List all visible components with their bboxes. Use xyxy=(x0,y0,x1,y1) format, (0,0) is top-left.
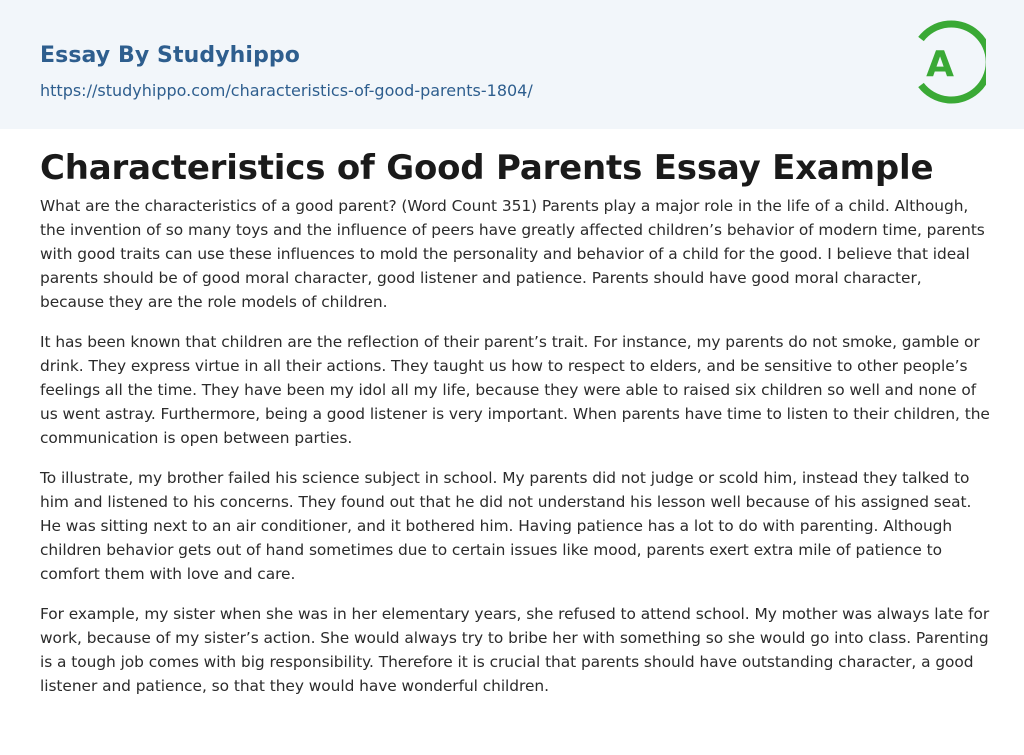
site-header xyxy=(0,0,1024,129)
article xyxy=(40,146,990,698)
essay-url-link[interactable]: https://studyhippo.com/characteristics-of-good-parents-1804/ xyxy=(40,81,533,100)
page-title: Characteristics of Good Parents Essay Example xyxy=(40,148,934,188)
article-paragraph-1: What are the characteristics of a good parent? (Word Count 351) Parents play a major role in the life of a child. Although, the invention of so many toys and the influence of peers have greatly affected children’s behavior of modern time, parents with good traits can use these influences to mold the personality and behavior of a child for the good. I believe that ideal parents should be of good moral character, good listener and patience. Parents should have good moral character, because they are the role models of children. xyxy=(40,197,985,311)
article-paragraph-4: For example, my sister when she was in her elementary years, she refused to attend school. My mother was always late for work, because of my sister’s action. She would always try to bribe her with something so she would go into class. Parenting is a tough job comes with big responsibility. Therefore it is crucial that parents should have outstanding character, a good listener and patience, so that they would have wonderful children. xyxy=(40,605,990,695)
article-paragraph-2: It has been known that children are the reflection of their parent’s trait. For instance, my parents do not smoke, gamble or drink. They express virtue in all their actions. They taught us how to respect to elders, and be sensitive to other people’s feelings all the time. They have been my idol all my life, because they were able to raised six children so well and none of us went astray. Furthermore, being a good listener is very important. When parents have time to listen to their children, the communication is open between parties. xyxy=(40,333,990,447)
logo-letter: A xyxy=(926,44,954,85)
site-title[interactable]: Essay By Studyhippo xyxy=(40,43,300,68)
studyhippo-logo-icon[interactable] xyxy=(912,20,986,104)
article-paragraph-3: To illustrate, my brother failed his science subject in school. My parents did not judge or scold him, instead they talked to him and listened to his concerns. They found out that he did not understand his lesson well because of his assigned seat. He was sitting next to an air conditioner, and it bothered him. Having patience has a lot to do with parenting. Although children behavior gets out of hand sometimes due to certain issues like mood, parents exert extra mile of patience to comfort them with love and care. xyxy=(40,469,972,583)
